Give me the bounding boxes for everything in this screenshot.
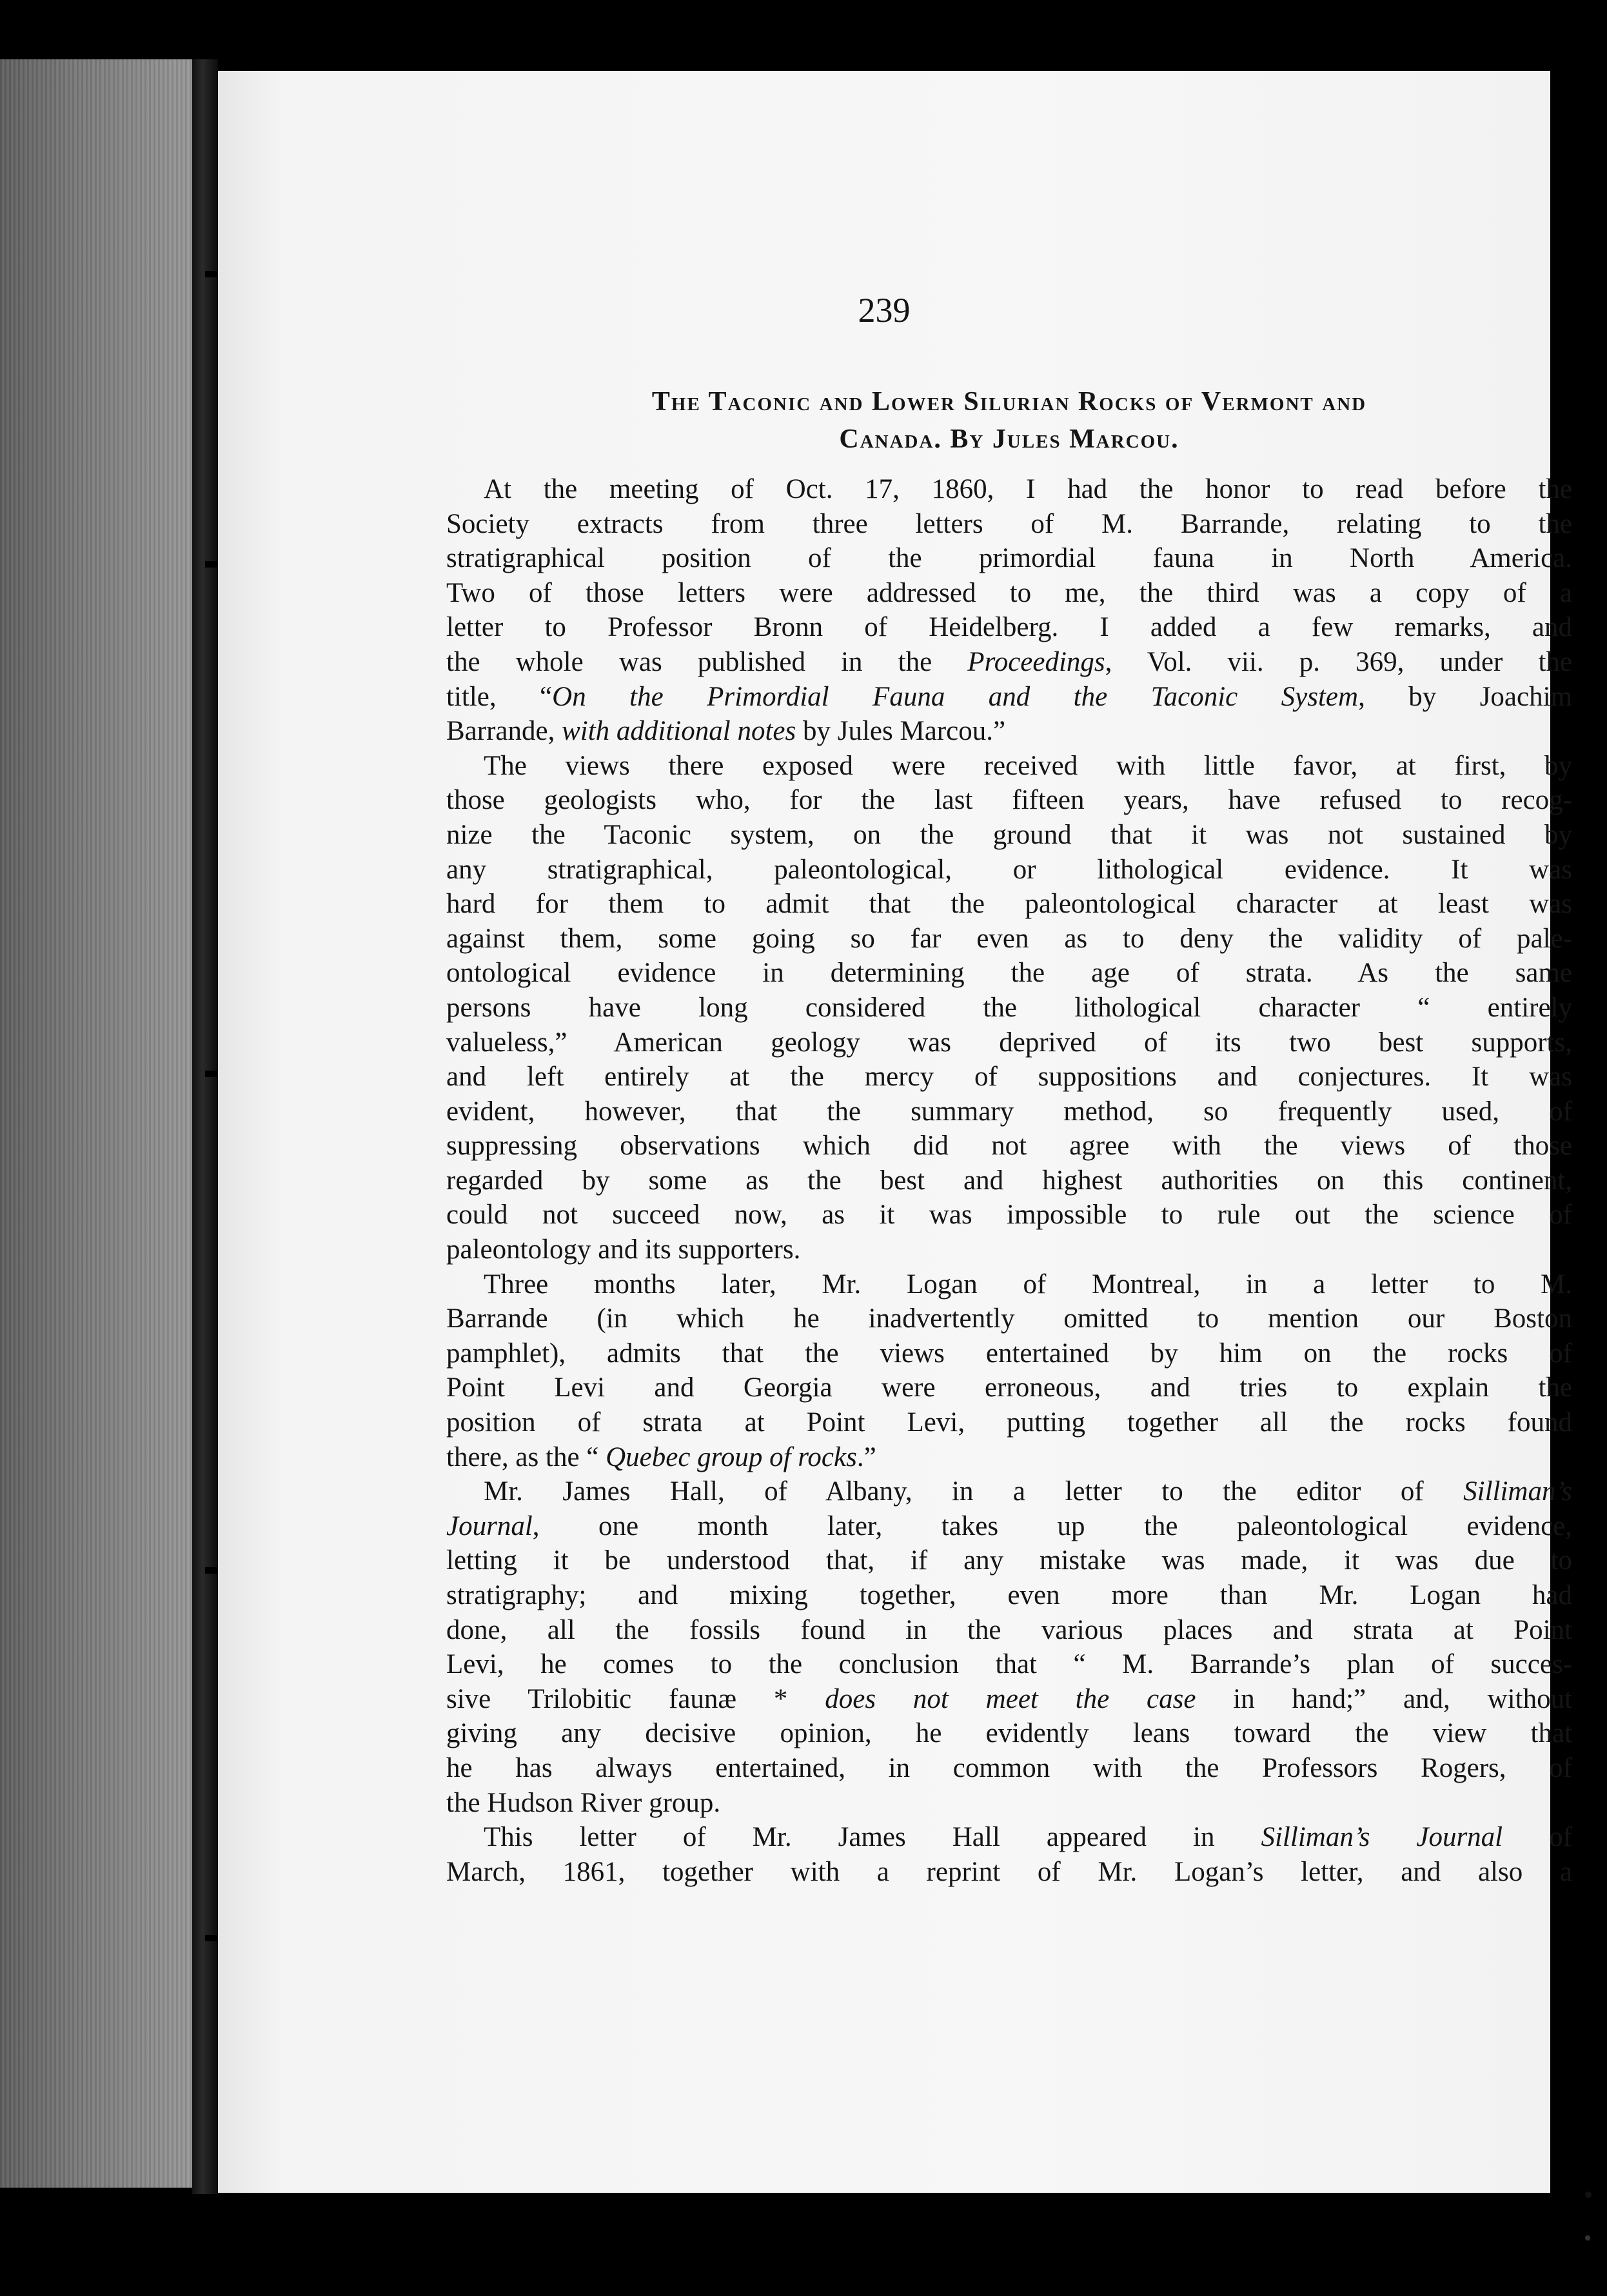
text-line bbox=[446, 1232, 1572, 1267]
text-line bbox=[446, 818, 1572, 853]
text-run: suppressing observations which did not agree with the views of those bbox=[446, 1131, 1572, 1162]
text-line bbox=[446, 749, 1572, 784]
ink-speck bbox=[1585, 2235, 1590, 2241]
text-run: the whole was published in the bbox=[446, 646, 968, 677]
text-run: The views there exposed were received with little favor, at first, by bbox=[484, 750, 1572, 781]
text-run: March, 1861, together with a reprint of Mr. Logan’s letter, and also a bbox=[446, 1856, 1572, 1887]
text-run: Society extracts from three letters of M. Barrande, relating to the bbox=[446, 508, 1572, 539]
text-line bbox=[446, 576, 1572, 611]
page-number: 239 bbox=[858, 291, 911, 330]
text-run: in hand;” and, without bbox=[1196, 1683, 1573, 1714]
text-run: Three months later, Mr. Logan of Montreal, in a letter to M. bbox=[484, 1269, 1572, 1300]
italic-text: Quebec group of rocks bbox=[606, 1441, 857, 1472]
text-line bbox=[446, 680, 1572, 715]
text-run: those geologists who, for the last fifteen years, have refused to recog- bbox=[446, 785, 1572, 816]
article-title bbox=[446, 383, 1572, 458]
text-line bbox=[446, 1543, 1572, 1578]
italic-text: Journal bbox=[446, 1510, 533, 1541]
text-run: stratigraphy; and mixing together, even more than Mr. Logan had bbox=[446, 1580, 1572, 1610]
text-line bbox=[446, 645, 1572, 680]
text-run: Barrande (in which he inadvertently omitted to mention our Boston bbox=[446, 1303, 1572, 1334]
text-line bbox=[446, 1647, 1572, 1682]
binding-edge bbox=[192, 59, 218, 2194]
paragraph bbox=[446, 472, 1572, 749]
italic-text: On the Primordial Fauna and the Taconic System bbox=[552, 681, 1359, 712]
text-run: position of strata at Point Levi, putting together all the rocks found bbox=[446, 1407, 1572, 1438]
text-run: , one month later, takes up the paleontological evidence, bbox=[532, 1510, 1572, 1541]
text-line bbox=[446, 1025, 1572, 1060]
italic-text: Silliman’s Journal bbox=[1261, 1822, 1503, 1853]
article-title-line: Canada. By Jules Marcou. bbox=[839, 424, 1179, 454]
text-line bbox=[446, 1751, 1572, 1786]
italic-text: Silliman’s bbox=[1463, 1476, 1572, 1507]
text-line bbox=[446, 1613, 1572, 1648]
text-line bbox=[446, 991, 1572, 1025]
paragraph bbox=[446, 749, 1572, 1267]
article-body bbox=[446, 383, 1572, 1889]
text-run: sive Trilobitic faunæ * bbox=[446, 1683, 825, 1714]
text-run: Barrande, bbox=[446, 716, 562, 747]
text-line bbox=[446, 1474, 1572, 1509]
text-line bbox=[446, 1301, 1572, 1336]
text-run: , Vol. vii. p. 369, under the bbox=[1105, 646, 1573, 677]
text-line bbox=[446, 507, 1572, 542]
text-run: nize the Taconic system, on the ground that it was not sustained by bbox=[446, 819, 1572, 850]
text-run: This letter of Mr. James Hall appeared in bbox=[484, 1822, 1261, 1853]
text-run: letter to Professor Bronn of Heidelberg. I added a few remarks, and bbox=[446, 612, 1572, 643]
paragraph bbox=[446, 1267, 1572, 1475]
text-run: title, “ bbox=[446, 681, 553, 712]
book-cover-strip bbox=[0, 59, 200, 2188]
text-line bbox=[446, 1163, 1572, 1198]
text-line bbox=[446, 956, 1572, 991]
text-line bbox=[446, 472, 1572, 507]
text-run: and left entirely at the mercy of suppositions and conjectures. It was bbox=[446, 1062, 1572, 1093]
document-page bbox=[218, 71, 1573, 2193]
text-run: regarded by some as the best and highest authorities on this continent, bbox=[446, 1165, 1572, 1196]
text-run: valueless,” American geology was deprived of its two best supports, bbox=[446, 1027, 1572, 1058]
text-run: Levi, he comes to the conclusion that “ M. Barrande’s plan of succes- bbox=[446, 1649, 1572, 1680]
text-line bbox=[446, 1094, 1572, 1129]
text-line bbox=[446, 1682, 1572, 1717]
text-line bbox=[446, 853, 1572, 887]
text-run: hard for them to admit that the paleontological character at least was bbox=[446, 889, 1572, 920]
text-run: persons have long considered the lithological character “ entirely bbox=[446, 992, 1572, 1023]
text-line bbox=[446, 1440, 1572, 1475]
text-run: of bbox=[1503, 1822, 1572, 1853]
text-run: .” bbox=[856, 1441, 876, 1472]
text-run: At the meeting of Oct. 17, 1860, I had the honor to read before the bbox=[484, 474, 1572, 504]
text-run: Mr. James Hall, of Albany, in a letter to the editor of bbox=[484, 1476, 1464, 1507]
text-line bbox=[446, 1786, 1572, 1821]
text-line bbox=[446, 610, 1572, 645]
article-title-line: The Taconic and Lower Silurian Rocks of Vermont and bbox=[651, 387, 1367, 417]
text-line bbox=[446, 1716, 1572, 1751]
text-run: done, all the fossils found in the various places and strata at Point bbox=[446, 1614, 1572, 1645]
text-run: Point Levi and Georgia were erroneous, and tries to explain the bbox=[446, 1372, 1572, 1403]
text-line bbox=[446, 783, 1572, 818]
text-run: evident, however, that the summary method, so frequently used, of bbox=[446, 1096, 1572, 1127]
text-run: paleontology and its supporters. bbox=[446, 1234, 801, 1265]
paragraph bbox=[446, 1474, 1572, 1820]
paragraph bbox=[446, 1820, 1572, 1889]
text-line bbox=[446, 541, 1572, 576]
text-run: , by Joachim bbox=[1358, 681, 1572, 712]
text-run: pamphlet), admits that the views entertained by him on the rocks of bbox=[446, 1338, 1572, 1369]
text-run: by Jules Marcou.” bbox=[796, 716, 1006, 747]
text-line bbox=[446, 1129, 1572, 1163]
text-line bbox=[446, 1371, 1572, 1405]
text-run: ontological evidence in determining the age of strata. As the same bbox=[446, 958, 1572, 989]
text-line bbox=[446, 1578, 1572, 1613]
text-run: giving any decisive opinion, he evidently leans toward the view that bbox=[446, 1718, 1572, 1749]
text-run: against them, some going so far even as to deny the validity of pale- bbox=[446, 923, 1572, 954]
paragraphs-container bbox=[446, 472, 1572, 1889]
text-line bbox=[446, 1267, 1572, 1302]
text-line bbox=[446, 1509, 1572, 1544]
text-run: there, as the “ bbox=[446, 1441, 606, 1472]
text-line bbox=[446, 1060, 1572, 1094]
text-line bbox=[446, 922, 1572, 956]
text-run: stratigraphical position of the primordial fauna in North America. bbox=[446, 543, 1572, 574]
text-run: Two of those letters were addressed to me, the third was a copy of a bbox=[446, 577, 1572, 608]
italic-text: with additional notes bbox=[562, 716, 796, 747]
text-line bbox=[446, 1198, 1572, 1232]
italic-text: Proceedings bbox=[967, 646, 1105, 677]
text-run: letting it be understood that, if any mistake was made, it was due to bbox=[446, 1545, 1572, 1576]
text-run: could not succeed now, as it was impossible to rule out the science of bbox=[446, 1200, 1572, 1231]
text-line bbox=[446, 1820, 1572, 1855]
text-run: the Hudson River group. bbox=[446, 1787, 721, 1818]
text-line bbox=[446, 1855, 1572, 1890]
text-line bbox=[446, 1336, 1572, 1371]
text-run: any stratigraphical, paleontological, or lithological evidence. It was bbox=[446, 854, 1572, 885]
ink-speck bbox=[1585, 2192, 1592, 2198]
text-line bbox=[446, 1405, 1572, 1440]
text-line bbox=[446, 714, 1572, 749]
text-run: he has always entertained, in common with the Professors Rogers, of bbox=[446, 1752, 1572, 1783]
italic-text: does not meet the case bbox=[825, 1683, 1196, 1714]
text-line bbox=[446, 887, 1572, 922]
